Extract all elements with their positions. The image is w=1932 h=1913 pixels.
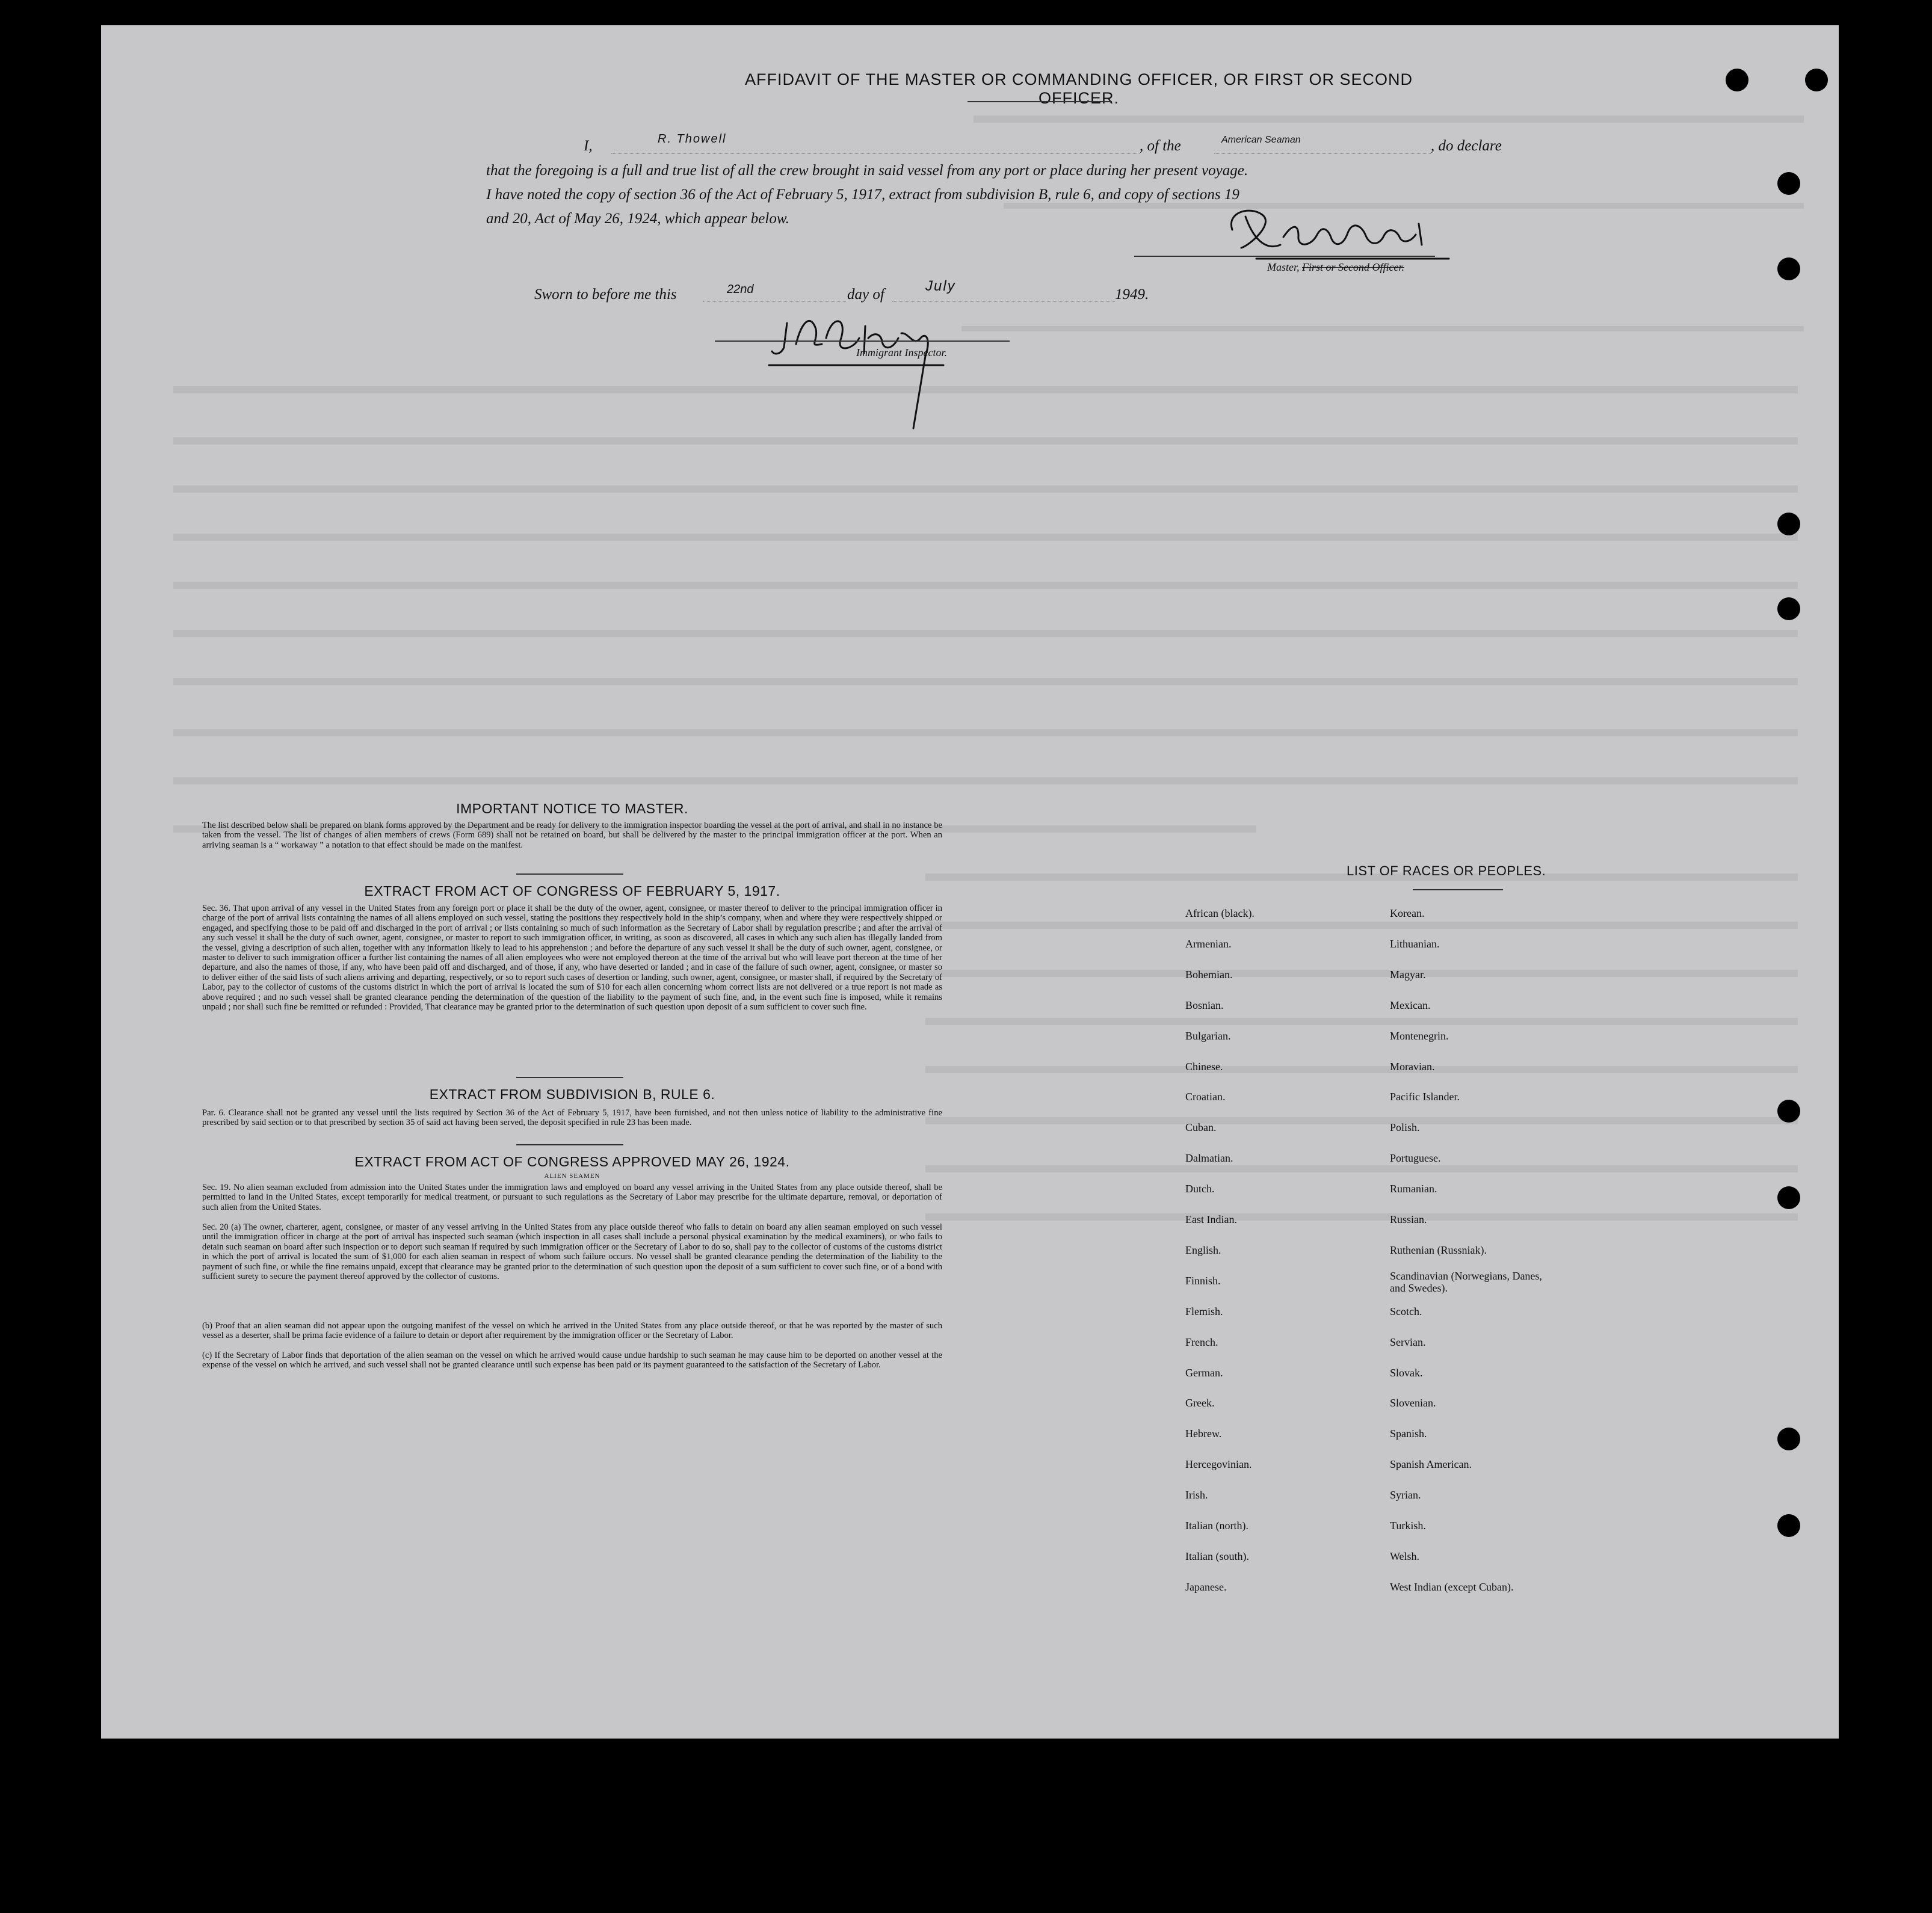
race-entry-left: Bohemian. [1185,968,1233,981]
race-entry-right: Korean. [1390,907,1425,919]
race-entry-left: Japanese. [1185,1580,1227,1593]
extract-1917-heading: EXTRACT FROM ACT OF CONGRESS OF FEBRUARY 5, 1917. [364,883,780,899]
race-entry-right: Scandinavian (Norwegians, Danes, and Swedes). [1390,1269,1542,1294]
punch-hole [1777,1428,1800,1450]
sworn-day-of: day of [847,286,884,303]
sworn-month-handwritten: July [925,278,956,294]
race-entry-right: Portuguese. [1390,1152,1441,1165]
affidavit-of-the: , of the [1140,138,1181,154]
race-entry-left: Cuban. [1185,1121,1217,1134]
punch-hole [1777,172,1800,195]
race-entry-right: Welsh. [1390,1550,1420,1562]
punch-hole [1777,1186,1800,1209]
race-entry-left: Hebrew. [1185,1428,1222,1440]
races-rule [1413,889,1503,890]
affidavit-line-3: I have noted the copy of section 36 of the Act of February 5, 1917, extract from subdivision B, rule 6, and copy of sections 19 [486,186,1239,203]
race-entry-left: German. [1185,1366,1223,1379]
officer-label-struck: First or Second Officer. [1302,261,1404,273]
punch-hole [1777,1100,1800,1123]
bleed-through-texture [101,25,1839,1739]
inspector-signature-line [715,340,1010,342]
race-entry-left: Hercegovinian. [1185,1458,1252,1471]
title-rule [968,101,1112,102]
punch-hole [1777,597,1800,620]
extract-rule6-heading: EXTRACT FROM SUBDIVISION B, RULE 6. [429,1086,715,1102]
race-entry-left: Armenian. [1185,937,1232,950]
race-entry-right: Rumanian. [1390,1183,1437,1195]
notice-text: The list described below shall be prepared on blank forms approved by the Department and be ready for delivery to the immigration inspector boarding the vessel at the port of arrival, and shall in no instance be taken from the vessel. The list of changes of alien members of crews (Form 689) shall not be retained on board, but shall be delivered by the master to the principal immigration officer at the port. When an arriving seaman is a “ workaway ” a notation to that effect should be made on the manifest. [202,821,942,850]
extract-rule6-text: Par. 6. Clearance shall not be granted any vessel until the lists required by Section 36 of the Act of February 5, 1917, have been furnished, and not then unless notice of liability to the administrative fine prescribed by said section or to that prescribed by section 35 of said act having been served, the deposit specified in rule 23 has been made. [202,1108,942,1128]
race-entry-right: Scotch. [1390,1305,1422,1317]
extract-1924-heading: EXTRACT FROM ACT OF CONGRESS APPROVED MAY 26, 1924. [354,1154,790,1169]
inspector-signature [751,296,1016,440]
sworn-day-handwritten: 22nd [727,283,754,296]
race-entry-right: Slovenian. [1390,1397,1436,1409]
master-label-main: Master, [1267,261,1300,273]
race-entry-right: Montenegrin. [1390,1029,1449,1042]
race-entry-left: Finnish. [1185,1274,1221,1287]
race-entry-left: English. [1185,1243,1221,1256]
race-entry-right: Turkish. [1390,1520,1426,1532]
race-entry-right: Ruthenian (Russniak). [1390,1243,1487,1256]
notice-heading: IMPORTANT NOTICE TO MASTER. [456,801,688,816]
punch-hole [1777,1514,1800,1537]
race-entry-left: Dutch. [1185,1183,1215,1195]
race-entry-right: Syrian. [1390,1489,1421,1502]
race-entry-right: Spanish American. [1390,1458,1472,1471]
punch-hole [1805,69,1828,91]
race-entry-right: Spanish. [1390,1428,1427,1440]
race-entry-left: Bulgarian. [1185,1029,1231,1042]
inspector-label: Immigrant Inspector. [856,347,947,359]
race-entry-left: African (black). [1185,907,1255,919]
sworn-year: 1949. [1115,286,1149,303]
race-entry-right: Lithuanian. [1390,937,1440,950]
vessel-name-handwritten: American Seaman [1221,135,1301,145]
affidavit-line-2: that the foregoing is a full and true list of all the crew brought in said vessel from any port or place during her present voyage. [486,162,1248,179]
affidavit-declare: , do declare [1431,138,1502,154]
sec20a-text: Sec. 20 (a) The owner, charterer, agent, consignee, or master of any vessel arriving in the United States from any place outside thereof who fails to detain on board any alien seaman employed on such vessel until the immigration officer in charge at the port of arrival has inspected such seaman (which inspection in all cases shall include a personal physical examination by the medical examiners), or who fails to detain such seaman on board after such inspection or to deport such seaman if required by such immigration officer or the Secretary of Labor to do so, shall pay to the collector of customs of the customs district in which the port of arrival is located the sum of $1,000 for each alien seaman in respect of whom such failure occurs. No vessel shall be granted clearance pending the determination of the liability to the payment of such fine, or while the fine remains unpaid, except that clearance may be granted prior to the determination of such question upon the deposit of a sum sufficient to cover such fine, or of a bond with sufficient surety to secure the payment thereof approved by the collector of customs. [202,1222,942,1282]
master-label [1267,261,1404,274]
punch-hole [1726,69,1748,91]
race-entry-left: Greek. [1185,1397,1215,1409]
race-entry-right: West Indian (except Cuban). [1390,1580,1514,1593]
race-entry-right: Moravian. [1390,1060,1435,1073]
divider [516,1077,623,1078]
sec20b-text: (b) Proof that an alien seaman did not appear upon the outgoing manifest of the vessel on which he arrived in the United States from any place outside thereof, or that he was reported by the master of such vessel as a deserter, shall be prima facie evidence of a failure to detain or deport after requirement by the immigration officer or the Secretary of Labor. [202,1321,942,1341]
race-entry-right: Polish. [1390,1121,1420,1134]
divider [516,1144,623,1145]
races-heading: LIST OF RACES OR PEOPLES. [1347,863,1546,878]
punch-hole [1777,513,1800,535]
race-entry-right: Servian. [1390,1335,1426,1348]
race-entry-right: Slovak. [1390,1366,1423,1379]
race-entry-left: French. [1185,1335,1218,1348]
affidavit-title: AFFIDAVIT OF THE MASTER OR COMMANDING OFFICER, OR FIRST OR SECOND OFFICER. [744,70,1413,107]
punch-hole [1777,257,1800,280]
race-entry-left: Chinese. [1185,1060,1223,1073]
race-entry-right: Magyar. [1390,968,1426,981]
master-signature-line [1134,256,1435,257]
affidavit-i: I, [584,138,593,154]
race-entry-left: Italian (south). [1185,1550,1249,1562]
alien-seamen-subheading: ALIEN SEAMEN [544,1172,600,1180]
extract-1917-text: Sec. 36. That upon arrival of any vessel in the United States from any foreign port or place it shall be the duty of the owner, agent, consignee, or master thereof to deliver to the principal immigration officer in charge of the port of arrival lists containing the names of all aliens employed on such vessel, stating the positions they respectively hold in the ship’s company, when and where they were respectively shipped or engaged, and specifying those to be paid off and discharged in the port of arrival ; or lists containing so much of such information as the Secretary of Labor shall by regulation prescribe ; and after the arrival of any such vessel it shall be the duty of such owner, agent, consignee, or master to report to such immigration officer, in writing, as soon as discovered, all cases in which any such alien has illegally landed from the vessel, giving a description of such alien, together with any information likely to lead to his apprehension ; and before the departure of any such vessel it shall be the duty of such owner, agent, consignee, or master to deliver to such immigration officer a further list containing the names of all alien employees who were not employed thereon at the time of the arrival but who will leave port thereon at the time of her departure, and also the names of those, if any, who have been paid off and discharged, and of those, if any, who have deserted or landed ; and in case of the failure of such owner, agent, consignee, or master so to deliver either of the said lists of such aliens arriving and departing, respectively, or so to report such cases of desertion or landing, such owner, agent, consignee, or master shall, if required by the Secretary of Labor, pay to the collector of customs of the customs district in which the port of arrival is located the sum of $10 for each alien concerning whom correct lists are not delivered or a true report is not made as above required ; and no such vessel shall be granted clearance pending the determination of the question of the liability to the payment of such fine, and, in the event such fine is imposed, while it remains unpaid ; nor shall such fine be remitted or refunded : Provided, That clearance may be granted prior to the determination of such question upon deposit of a sum sufficient to cover such fine. [202,904,942,1012]
race-entry-left: Italian (north). [1185,1520,1248,1532]
race-entry-right: Russian. [1390,1213,1427,1225]
document-page [101,25,1839,1739]
race-entry-left: Flemish. [1185,1305,1223,1317]
sec20c-text: (c) If the Secretary of Labor finds that deportation of the alien seaman on the vessel on which he arrived would cause undue hardship to such seaman he may cause him to be deported on another vessel at the expense of the vessel on which he arrived, and such vessel shall not be granted clearance until such expense has been paid or its payment guaranteed to the satisfaction of the Secretary of Labor. [202,1351,942,1370]
race-entry-left: Irish. [1185,1489,1208,1502]
master-name-handwritten: R. Thowell [658,132,727,146]
sworn-prefix: Sworn to before me this [534,286,677,303]
race-entry-right: Mexican. [1390,999,1431,1011]
race-entry-left: Croatian. [1185,1091,1226,1103]
race-entry-right: Pacific Islander. [1390,1091,1460,1103]
race-entry-left: Dalmatian. [1185,1152,1233,1165]
race-entry-left: Bosnian. [1185,999,1224,1011]
affidavit-line-4: and 20, Act of May 26, 1924, which appear below. [486,211,789,227]
sec19-text: Sec. 19. No alien seaman excluded from admission into the United States under the immigration laws and employed on board any vessel arriving in the United States from any place outside thereof, shall be permitted to land in the United States, except temporarily for medical treatment, or pursuant to such regulations as the Secretary of Labor may prescribe for the ultimate departure, removal, or deportation of such alien from the United States. [202,1183,942,1212]
divider [516,873,623,875]
race-entry-left: East Indian. [1185,1213,1237,1225]
